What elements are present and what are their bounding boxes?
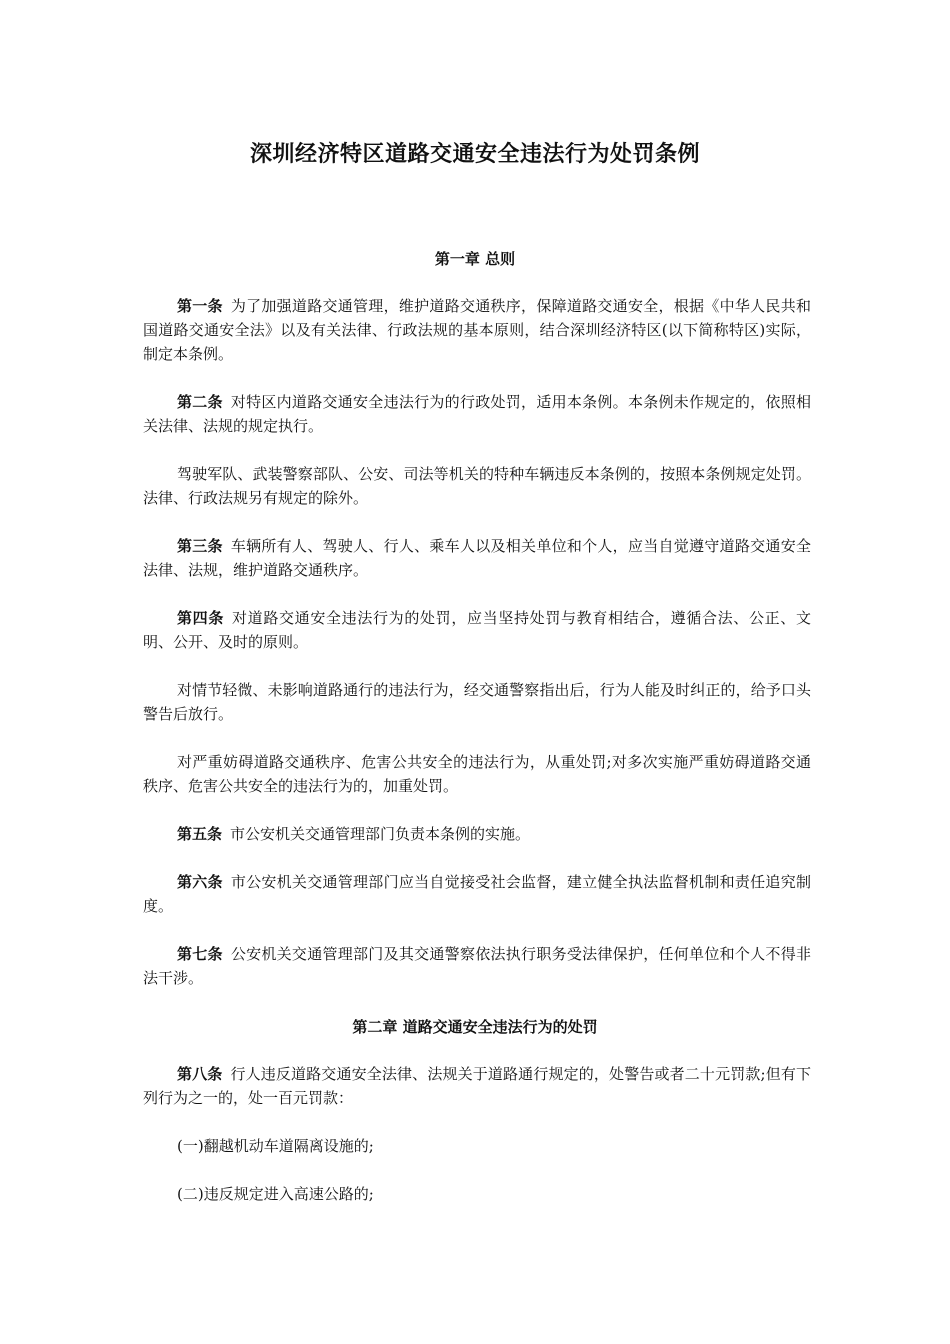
article-8-item-1 (143, 1134, 811, 1158)
article-label: 第一条 (177, 297, 223, 315)
article-6 (143, 870, 811, 918)
article-label: 第五条 (177, 825, 223, 843)
article-7 (143, 942, 811, 990)
list-item-text: (二)违反规定进入高速公路的; (177, 1185, 374, 1203)
article-label: 第二条 (177, 393, 223, 411)
document-title: 深圳经济特区道路交通安全违法行为处罚条例 (249, 141, 700, 167)
chapter-heading-2: 第二章 道路交通安全违法行为的处罚 (352, 1018, 598, 1036)
article-text: 公安机关交通管理部门及其交通警察依法执行职务受法律保护，任何单位和个人不得非法干涉。 (143, 945, 811, 987)
paragraph-text: 驾驶军队、武装警察部队、公安、司法等机关的特种车辆违反本条例的，按照本条例规定处罚。法律、行政法规另有规定的除外。 (143, 465, 811, 507)
article-text: 市公安机关交通管理部门应当自觉接受社会监督，建立健全执法监督机制和责任追究制度。 (143, 873, 811, 915)
article-text: 行人违反道路交通安全法律、法规关于道路通行规定的，处警告或者二十元罚款;但有下列行为之一的，处一百元罚款： (143, 1065, 811, 1107)
article-label: 第六条 (177, 873, 223, 891)
article-4-clause-2 (143, 678, 811, 726)
article-5 (143, 822, 811, 846)
article-text: 车辆所有人、驾驶人、行人、乘车人以及相关单位和个人，应当自觉遵守道路交通安全法律、法规，维护道路交通秩序。 (143, 537, 811, 579)
paragraph-text: 对严重妨碍道路交通秩序、危害公共安全的违法行为，从重处罚;对多次实施严重妨碍道路交通秩序、危害公共安全的违法行为的，加重处罚。 (143, 753, 811, 795)
article-4-clause-3 (143, 750, 811, 798)
article-label: 第四条 (177, 609, 224, 627)
chapter-heading-1: 第一章 总则 (434, 250, 516, 268)
article-8-item-2 (143, 1182, 811, 1206)
article-label: 第七条 (177, 945, 223, 963)
paragraph-text: 对情节轻微、未影响道路通行的违法行为，经交通警察指出后，行为人能及时纠正的，给予口头警告后放行。 (143, 681, 811, 723)
article-1 (143, 294, 811, 366)
article-text: 对道路交通安全违法行为的处罚，应当坚持处罚与教育相结合，遵循合法、公正、文明、公开、及时的原则。 (143, 609, 811, 651)
article-label: 第三条 (177, 537, 223, 555)
article-text: 为了加强道路交通管理，维护道路交通秩序，保障道路交通安全，根据《中华人民共和国道路交通安全法》以及有关法律、行政法规的基本原则，结合深圳经济特区(以下简称特区)实际，制定本条例。 (143, 297, 811, 363)
article-2 (143, 390, 811, 438)
article-2-clause-2 (143, 462, 811, 510)
article-8 (143, 1062, 811, 1110)
article-3 (143, 534, 811, 582)
list-item-text: (一)翻越机动车道隔离设施的; (177, 1137, 374, 1155)
article-text: 市公安机关交通管理部门负责本条例的实施。 (230, 825, 531, 843)
article-text: 对特区内道路交通安全违法行为的行政处罚，适用本条例。本条例未作规定的，依照相关法律、法规的规定执行。 (143, 393, 811, 435)
article-4 (143, 606, 811, 654)
article-label: 第八条 (177, 1065, 223, 1083)
